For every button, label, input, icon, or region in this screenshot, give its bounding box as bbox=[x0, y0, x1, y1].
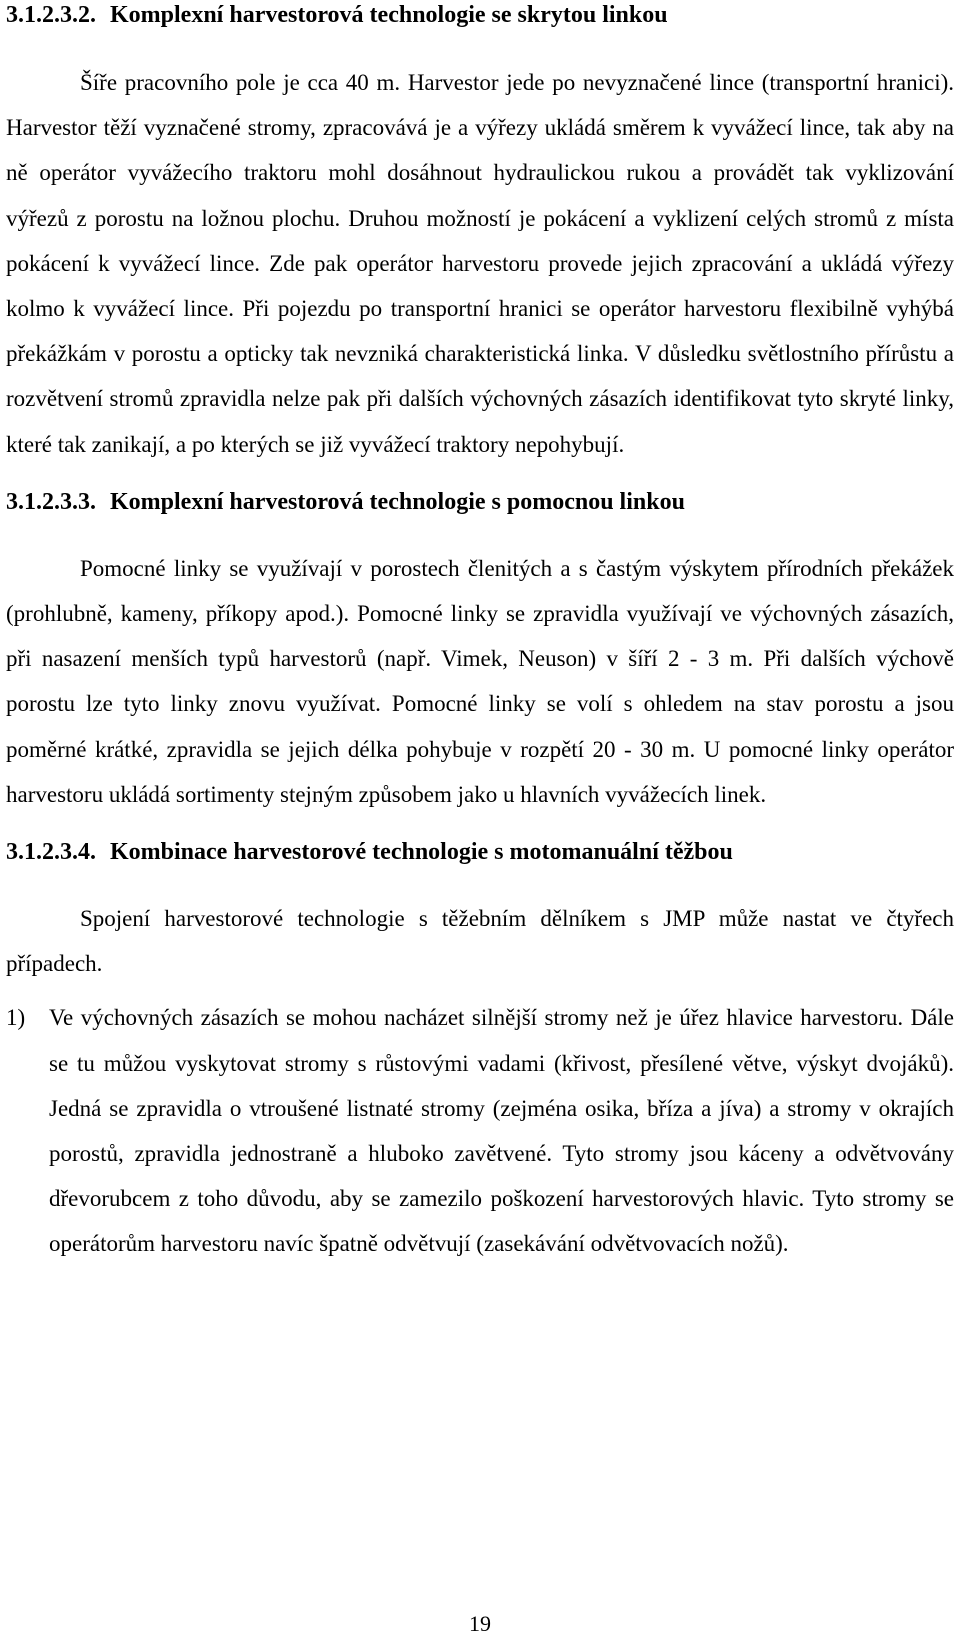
section-heading bbox=[6, 0, 954, 30]
page-number: 19 bbox=[469, 1611, 491, 1636]
section-title: Kombinace harvestorové technologie s motomanuální těžbou bbox=[110, 839, 733, 866]
body-paragraph: Spojení harvestorové technologie s těžebním dělníkem s JMP může nastat ve čtyřech případech. bbox=[6, 906, 954, 977]
section-number: 3.1.2.3.3. bbox=[6, 488, 96, 515]
document-page bbox=[6, 0, 954, 1267]
body-paragraph: Pomocné linky se využívají v porostech členitých a s častým výskytem přírodních překážek (prohlubně, kameny, příkopy apod.). Pomocné linky se zpravidla využívají ve výchovných zásazích, při nasazení menších typů harvestorů (např. Vimek, Neuson) v šíří 2 - 3 m. Při dalších výchově porostu lze tyto linky znovu využívat. Pomocné linky se volí s ohledem na stav porostu a jsou poměrné krátké, zpravidla se jejich délka pohybuje v rozpětí 20 - 30 m. U pomocné linky operátor harvestoru ukládá sortimenty stejným způsobem jako u hlavních vyvážecích linek. bbox=[6, 555, 954, 807]
section-title: Komplexní harvestorová technologie se skrytou linkou bbox=[110, 2, 668, 28]
section-number: 3.1.2.3.2. bbox=[6, 2, 96, 28]
list-marker: 1) bbox=[6, 1005, 26, 1031]
section-heading bbox=[6, 837, 954, 867]
section-heading bbox=[6, 487, 954, 517]
numbered-list bbox=[6, 995, 954, 1266]
list-item-text: Ve výchovných zásazích se mohou nacházet silnější stromy než je úřez hlavice harvestoru. Dále se tu můžou vyskytovat stromy s růstovými vadami (křivost, přesílené větve, výskyt dvojáků). Jedná se zpravidla o vtroušené listnaté stromy (zejména osika, bříza a jíva) a stromy v okrajích porostů, zpravidla jednostraně a hluboko zavětvené. Tyto stromy jsou káceny a odvětvovány dřevorubcem z toho důvodu, aby se zamezilo poškození harvestorových hlavic. Tyto stromy se operátorům harvestoru navíc špatně odvětvují (zasekávání odvětvovacích nožů). bbox=[49, 1005, 954, 1257]
section-number: 3.1.2.3.4. bbox=[6, 839, 96, 866]
body-paragraph: Šíře pracovního pole je cca 40 m. Harvestor jede po nevyznačené lince (transportní hranici). Harvestor těží vyznačené stromy, zpracovává je a výřezy ukládá směrem k vyvážecí lince, tak aby na ně operátor vyvážecího traktoru mohl dosáhnout hydraulickou rukou a provádět tak vyklizování výřezů z porostu na ložnou plochu. Druhou možností je pokácení a vyklizení celých stromů z místa pokácení k vyvážecí lince. Zde pak operátor harvestoru provede jejich zpracování a ukládá výřezy kolmo k vyvážecí lince. Při pojezdu po transportní hranici se operátor harvestoru flexibilně vyhýbá překážkám v porostu a opticky tak nevzniká charakteristická linka. V důsledku světlostního přírůstu a rozvětvení stromů zpravidla nelze pak při dalších výchovných zásazích identifikovat tyto skryté linky, které tak zanikají, a po kterých se již vyvážecí traktory nepohybují. bbox=[6, 70, 954, 457]
list-item bbox=[6, 995, 954, 1266]
section-title: Komplexní harvestorová technologie s pomocnou linkou bbox=[110, 488, 685, 515]
